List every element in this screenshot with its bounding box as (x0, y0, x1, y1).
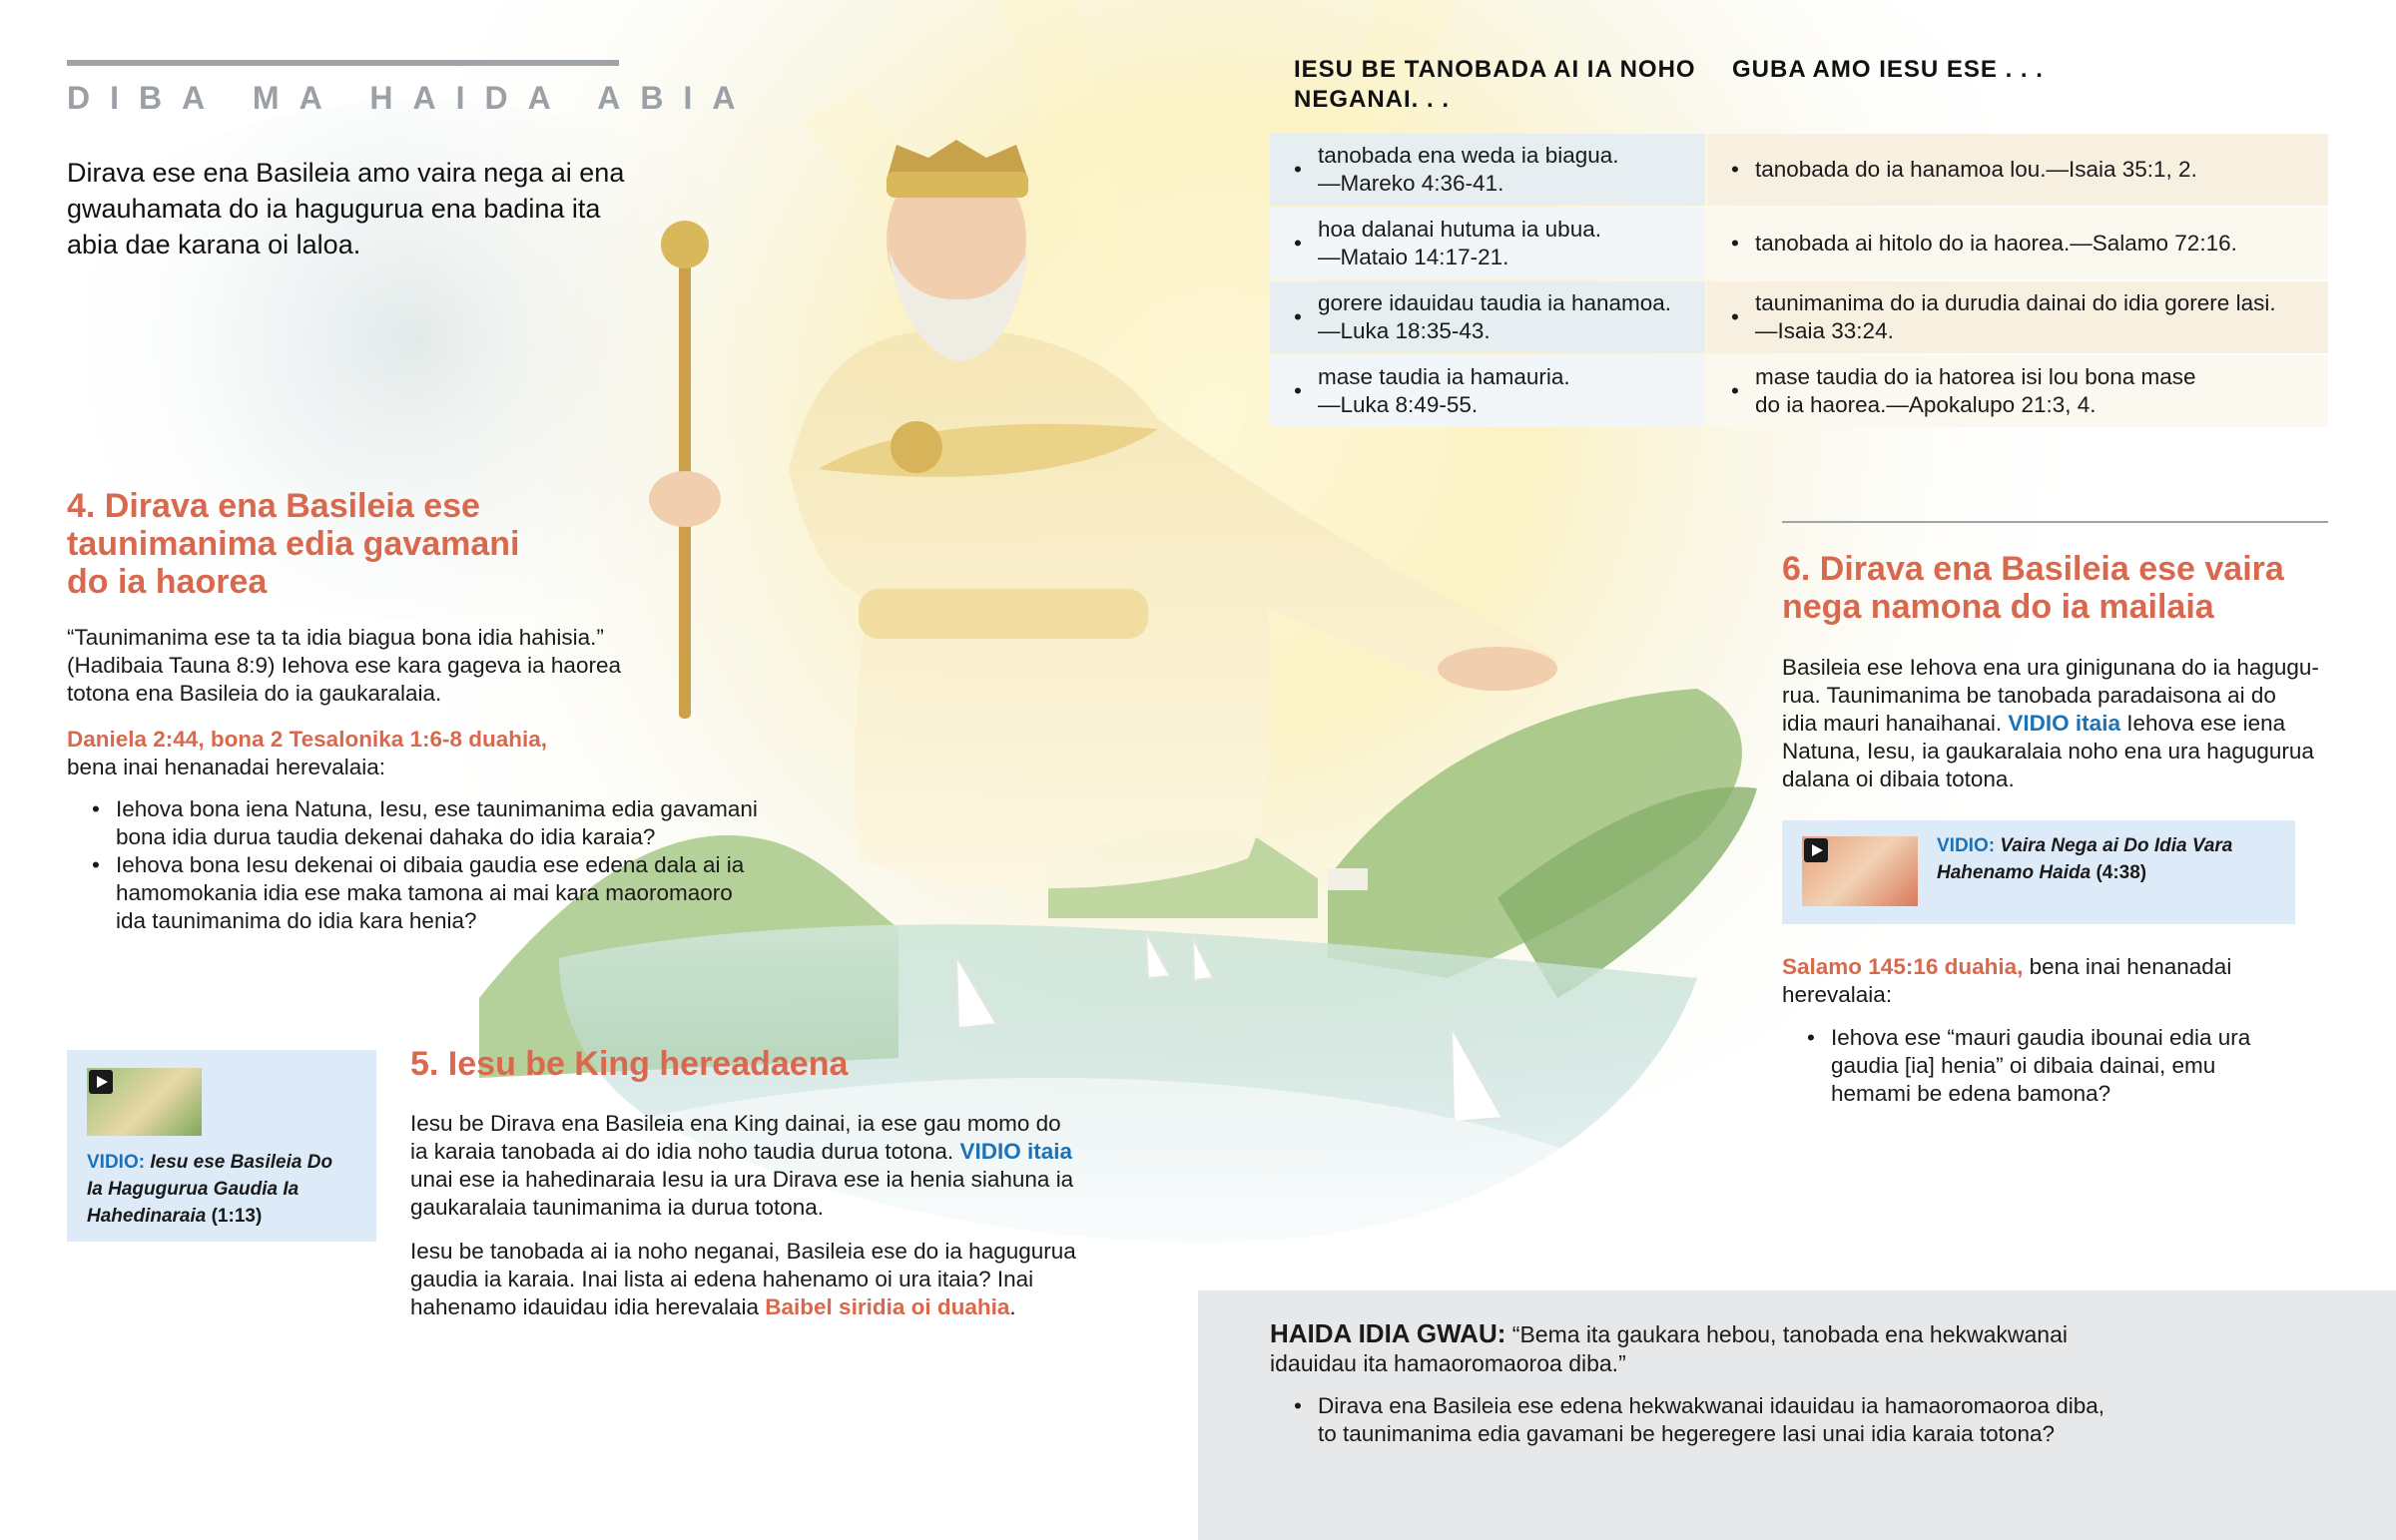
video-card-1[interactable] (67, 1050, 376, 1242)
question-item: • Iehova bona iena Natuna, Iesu, ese taunimanima edia gavamani bona idia durua taudia dekenai dahaka do idia karaia? (92, 795, 811, 851)
section6-scripture: Salamo 145:16 duahia, bena inai henanadai herevalaia: (1782, 954, 2232, 1007)
video-link[interactable]: VIDIO itaia (959, 1139, 1072, 1164)
table-right-row: • taunimanima do ia durudia dainai do idia gorere lasi. —Isaia 33:24. (1707, 281, 2328, 353)
section4-questions (92, 795, 811, 935)
section5-paragraph-1: Iesu be Dirava ena Basileia ena King dainai, ia ese gau momo do ia karaia tanobada ai do idia noho taudia durua totona. VIDIO itaia unai ese ia hahedinaraia Iesu ia ura Dirava ese ia henia siahuna ia gaukaralaia taunimanima ia durua totona. (410, 1111, 1074, 1220)
question-item: • Iehova ese “mauri gaudia ibounai edia ura gaudia [ia] henia” oi dibaia dainai, emu hemami be edena bamona? (1807, 1024, 2326, 1108)
section-kicker: DIBA MA HAIDA ABIA (67, 80, 756, 116)
section4-scripture: Daniela 2:44, bona 2 Tesalonika 1:6-8 duahia, bena inai henanadai herevalaia: (67, 726, 806, 781)
question-item: • Dirava ena Basileia ese edena hekwakwanai idauidau ia hamaoromaoroa diba, to taunimanima edia gavamani be hegeregere lasi unai idia karaia totona? (1294, 1392, 2372, 1448)
video-link[interactable]: VIDIO itaia (2008, 711, 2120, 736)
section6-title: 6. Dirava ena Basileia ese vaira nega namona do ia mailaia (1782, 550, 2284, 626)
video-card-2[interactable] (1782, 820, 2295, 924)
intro-text: Dirava ese ena Basileia amo vaira nega ai ena gwauhamata do ia hagugurua ena badina ita abia dae karana oi laloa. (67, 158, 625, 259)
table-left-header: IESU BE TANOBADA AI IA NOHO NEGANAI. . . (1294, 56, 1696, 113)
summary-quote: HAIDA IDIA GWAU: “Bema ita gaukara hebou, tanobada ena hekwakwanai idauidau ita hamaoromaoroa diba.” (1270, 1318, 2069, 1376)
video-caption[interactable]: VIDIO: Vaira Nega ai Do Idia Vara Hahenamo Haida (4:38) (1937, 835, 2233, 883)
scripture-link[interactable]: Salamo 145:16 duahia, (1782, 954, 2024, 979)
summary-label: HAIDA IDIA GWAU: (1270, 1318, 1506, 1348)
section6-rule (1782, 521, 2328, 523)
table-left-row: • hoa dalanai hutuma ia ubua. —Mataio 14:17-21. (1270, 208, 1705, 279)
section4-title: 4. Dirava ena Basileia ese taunimanima edia gavamani do ia haorea (67, 487, 520, 601)
play-icon[interactable] (1804, 838, 1828, 862)
table-left-row: • tanobada ena weda ia biagua. —Mareko 4:36-41. (1270, 134, 1705, 206)
play-icon[interactable] (89, 1070, 113, 1094)
video-caption[interactable]: VIDIO: Iesu ese Basileia Do Ia Hagugurua Gaudia Ia Hahedinaraia (1:13) (87, 1152, 333, 1227)
section4-paragraph: “Taunimanima ese ta ta idia biagua bona idia hahisia.” (Hadibaia Tauna 8:9) Iehova ese kara gageva ia haorea totona ena Basileia do ia gaukaralaia. (67, 625, 621, 706)
table-right-header: GUBA AMO IESU ESE . . . (1732, 56, 2044, 83)
table-right-row: • tanobada ai hitolo do ia haorea.—Salamo 72:16. (1707, 208, 2328, 279)
section5-title: 5. Iesu be King hereadaena (410, 1045, 849, 1083)
table-right-row: • tanobada do ia hanamoa lou.—Isaia 35:1, 2. (1707, 134, 2328, 206)
summary-question (1294, 1392, 2372, 1448)
table-left-row: • mase taudia ia hamauria. —Luka 8:49-55. (1270, 355, 1705, 427)
section6-question (1807, 1024, 2326, 1108)
section5-paragraph-2: Iesu be tanobada ai ia noho neganai, Basileia ese do ia hagugurua gaudia ia karaia. Inai lista ai edena hahenamo oi ura itaia? Inai hahenamo idauidau idia herevalaia Baibel siridia oi duahia. (410, 1239, 1076, 1319)
question-item: • Iehova bona Iesu dekenai oi dibaia gaudia ese edena dala ai ia hamomokania idia ese maka tamona ai mai kara maoromaoro ida taunimanima do idia kara henia? (92, 851, 811, 935)
scripture-link[interactable]: Daniela 2:44, bona 2 Tesalonika 1:6-8 duahia, (67, 727, 548, 752)
table-right-row: • mase taudia do ia hatorea isi lou bona mase do ia haorea.—Apokalupo 21:3, 4. (1707, 355, 2328, 427)
table-left-row: • gorere idauidau taudia ia hanamoa. —Luka 18:35-43. (1270, 281, 1705, 353)
section6-paragraph: Basileia ese Iehova ena ura ginigunana do ia hagugu- rua. Taunimanima be tanobada paradaisona ai do idia mauri hanaihanai. VIDIO itaia Iehova ese iena Natuna, Iesu, ia gaukaralaia noho ena ura hagugurua dalana oi dibaia totona. (1782, 655, 2319, 791)
scripture-link[interactable]: Baibel siridia oi duahia (765, 1294, 1010, 1319)
header-rule (67, 60, 619, 66)
